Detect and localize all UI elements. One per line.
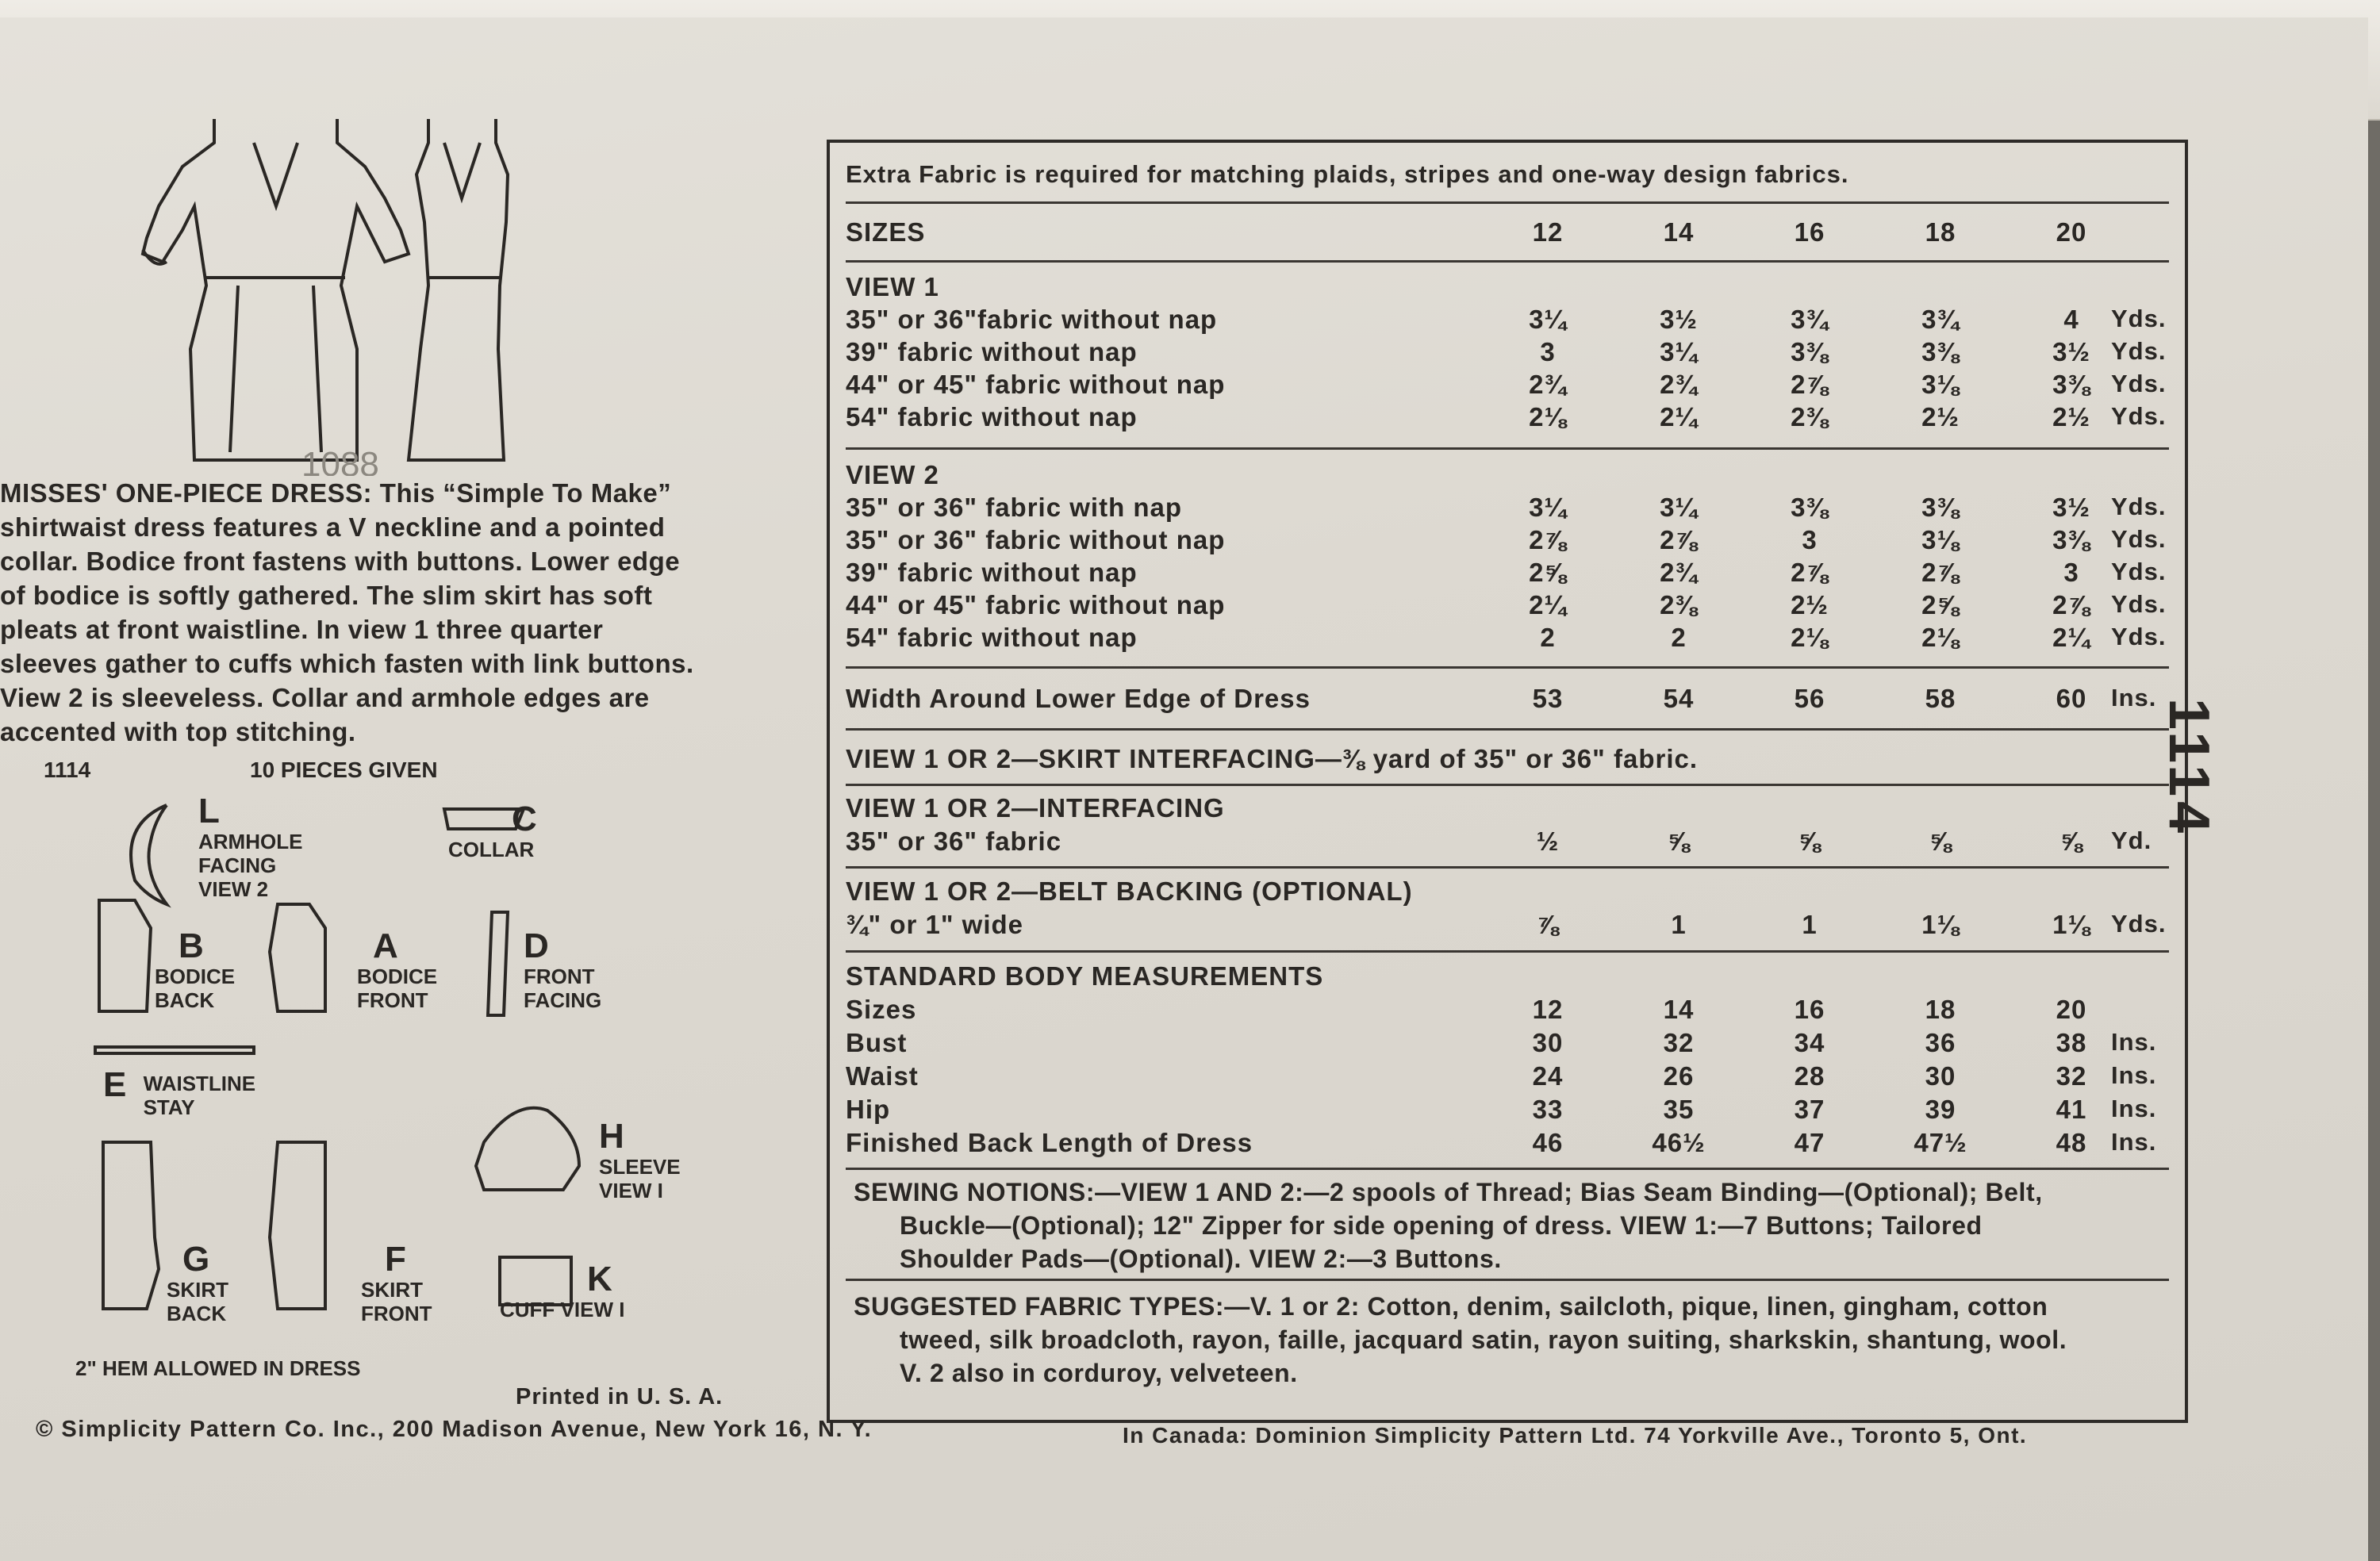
value-cell: ½: [1536, 827, 1560, 856]
piece-c: [448, 801, 537, 861]
piece-h: [599, 1118, 686, 1202]
value-cell: 18: [1925, 995, 1956, 1024]
value-cell: 3⅜: [2052, 525, 2090, 554]
row-label: 39" fabric without nap: [846, 558, 1138, 587]
unit-cell: Ins.: [2111, 1061, 2157, 1089]
value-cell: 2¾: [1529, 370, 1567, 399]
dress-view-2-icon: [409, 119, 508, 460]
value-cell: 3: [1802, 525, 1818, 554]
dress-view-1-icon: [143, 119, 409, 460]
value-cell: 3¾: [1791, 305, 1829, 334]
row-label: 44" or 45" fabric without nap: [846, 370, 1226, 399]
value-cell: 39: [1925, 1095, 1956, 1124]
value-cell: 3⅛: [1921, 525, 1960, 554]
piece-l: [198, 793, 317, 901]
value-cell: 32: [1663, 1028, 1695, 1057]
value-cell: 28: [1794, 1061, 1825, 1091]
size-cell: 18: [1925, 217, 1956, 247]
value-cell: 3: [2063, 558, 2079, 587]
row-label: Waist: [846, 1061, 919, 1091]
value-cell: 3⅛: [1921, 370, 1960, 399]
description-line: accented with top stitching.: [0, 717, 356, 746]
sizes-label: SIZES: [846, 217, 926, 247]
row-label: Width Around Lower Edge of Dress: [846, 684, 1311, 713]
armhole-facing-icon: [131, 805, 167, 904]
row-label: 35" or 36" fabric: [846, 827, 1062, 856]
value-cell: ⅝: [1929, 827, 1952, 856]
view1-row: [846, 370, 2169, 400]
piece-name: SLEEVE VIEW I: [599, 1155, 681, 1202]
value-cell: 37: [1794, 1095, 1825, 1124]
body-row: [846, 1128, 2169, 1158]
value-cell: 2¼: [2052, 623, 2090, 652]
width-row: [846, 684, 2169, 714]
value-cell: 46: [1532, 1128, 1564, 1157]
value-cell: 2⅝: [1529, 558, 1567, 587]
value-cell: 30: [1925, 1061, 1956, 1091]
hem-note: 2" HEM ALLOWED IN DRESS: [75, 1356, 361, 1380]
piece-letter: A: [373, 926, 398, 965]
view2-row: [846, 623, 2169, 653]
description-line: shirtwaist dress features a V neckline and a pointed: [0, 512, 666, 542]
piece-name: CUFF VIEW I: [500, 1298, 625, 1321]
sleeve-icon: [476, 1108, 579, 1190]
size-cell: 12: [1532, 217, 1564, 247]
value-cell: 2: [1671, 623, 1687, 652]
fabrics-line: tweed, silk broadcloth, rayon, faille, jacquard satin, rayon suiting, sharkskin, shantung, wool.: [900, 1325, 2067, 1354]
description-line: sleeves gather to cuffs which fasten with link buttons.: [0, 649, 694, 678]
piece-name: WAISTLINE STAY: [143, 1072, 256, 1119]
value-cell: 2½: [2052, 402, 2090, 431]
value-cell: 48: [2056, 1128, 2087, 1157]
body-row: [846, 1095, 2169, 1125]
row-label: 44" or 45" fabric without nap: [846, 590, 1226, 619]
unit-cell: Ins.: [2111, 1095, 2157, 1122]
pieces-pattern-number: 1114: [44, 757, 91, 782]
notions-line: Buckle—(Optional); 12" Zipper for side opening of dress. VIEW 1:—7 Buttons; Tailored: [900, 1211, 1983, 1240]
description-line: pleats at front waistline. In view 1 three quarter: [0, 615, 604, 644]
value-cell: 20: [2056, 995, 2087, 1024]
value-cell: ⅝: [1798, 827, 1821, 856]
row-label: Finished Back Length of Dress: [846, 1128, 1253, 1157]
piece-letter: K: [587, 1260, 612, 1298]
piece-name: SKIRT FRONT: [361, 1278, 432, 1325]
value-cell: 3⅜: [1791, 337, 1829, 366]
copyright-footer: © Simplicity Pattern Co. Inc., 200 Madison Avenue, New York 16, N. Y.: [36, 1417, 873, 1442]
value-cell: 34: [1794, 1028, 1825, 1057]
unit-cell: Yds.: [2111, 525, 2167, 553]
value-cell: 41: [2056, 1095, 2087, 1124]
piece-letter: C: [512, 800, 537, 838]
value-cell: 16: [1794, 995, 1825, 1024]
unit-cell: Yds.: [2111, 493, 2167, 520]
piece-name: SKIRT BACK: [167, 1278, 228, 1325]
value-cell: 30: [1532, 1028, 1564, 1057]
view1-title: VIEW 1: [846, 272, 939, 301]
value-cell: ⅞: [1536, 910, 1560, 939]
piece-letter: G: [182, 1240, 210, 1279]
value-cell: 3¼: [1529, 493, 1567, 522]
value-cell: 3½: [2052, 493, 2090, 522]
side-pattern-number: 1114: [2157, 698, 2221, 838]
value-cell: 2⅞: [1529, 525, 1567, 554]
piece-letter: F: [385, 1240, 406, 1279]
view1-row: [846, 337, 2169, 367]
body-row: [846, 995, 2169, 1025]
value-cell: 3¾: [1921, 305, 1960, 334]
row-label: 35" or 36"fabric without nap: [846, 305, 1218, 334]
view2-row: [846, 558, 2169, 588]
row-label: Bust: [846, 1028, 908, 1057]
piece-e: [103, 1067, 263, 1119]
piece-k: [500, 1261, 624, 1321]
fabrics-line: V. 2 also in corduroy, velveteen.: [900, 1359, 1298, 1387]
value-cell: 1: [1671, 910, 1687, 939]
value-cell: ⅝: [2059, 827, 2083, 856]
value-cell: 3: [1540, 337, 1556, 366]
piece-letter: L: [198, 792, 220, 830]
bodice-front-icon: [270, 904, 325, 1011]
piece-name: BODICE BACK: [155, 965, 236, 1012]
value-cell: 2⅞: [2052, 590, 2090, 619]
value-cell: 53: [1532, 684, 1564, 713]
value-cell: 47: [1794, 1128, 1825, 1157]
row-label: Hip: [846, 1095, 891, 1124]
value-cell: 2⅜: [1660, 590, 1698, 619]
piece-name: COLLAR: [448, 838, 535, 861]
value-cell: ⅝: [1667, 827, 1691, 856]
size-cell: 20: [2056, 217, 2087, 247]
description-line: collar. Bodice front fastens with buttons. Lower edge: [0, 547, 681, 576]
value-cell: 24: [1532, 1061, 1564, 1091]
value-cell: 3¼: [1660, 493, 1698, 522]
row-label: 35" or 36" fabric without nap: [846, 525, 1226, 554]
value-cell: 2⅞: [1791, 370, 1829, 399]
unit-cell: Yds.: [2111, 910, 2167, 938]
unit-cell: Yds.: [2111, 370, 2167, 397]
interfacing-title: VIEW 1 OR 2—INTERFACING: [846, 793, 1225, 823]
fabrics-line: SUGGESTED FABRIC TYPES:—V. 1 or 2: Cotton, denim, sailcloth, pique, linen, gingham, cotton: [854, 1292, 2048, 1321]
dress-illustrations: [119, 111, 532, 476]
interfacing-row: [846, 827, 2169, 857]
sewing-notions: [854, 1176, 2161, 1275]
piece-letter: E: [103, 1065, 127, 1104]
value-cell: 47½: [1914, 1128, 1967, 1157]
row-label: 39" fabric without nap: [846, 337, 1138, 366]
value-cell: 2½: [1791, 590, 1829, 619]
piece-name: ARMHOLE FACING VIEW 2: [198, 830, 303, 901]
suggested-fabrics: [854, 1290, 2161, 1390]
piece-letter: D: [524, 926, 549, 965]
dress-description: [0, 476, 722, 749]
value-cell: 38: [2056, 1028, 2087, 1057]
view2-row: [846, 493, 2169, 523]
value-cell: 36: [1925, 1028, 1956, 1057]
stamp-number: 1088: [301, 445, 379, 476]
unit-cell: Ins.: [2111, 1128, 2157, 1156]
value-cell: 58: [1925, 684, 1956, 713]
piece-b: [155, 928, 242, 1012]
sizes-row: [846, 217, 2169, 247]
row-label: 35" or 36" fabric with nap: [846, 493, 1183, 522]
notions-line: Shoulder Pads—(Optional). VIEW 2:—3 Buttons.: [900, 1245, 1502, 1273]
value-cell: 14: [1663, 995, 1695, 1024]
pieces-given: 10 PIECES GIVEN: [250, 757, 438, 782]
value-cell: 2⅞: [1921, 558, 1960, 587]
value-cell: 1⅛: [1921, 910, 1960, 939]
row-label: Sizes: [846, 995, 917, 1024]
printed-note: Printed in U. S. A.: [516, 1384, 724, 1410]
piece-f: [361, 1241, 448, 1325]
value-cell: 2⅝: [1921, 590, 1960, 619]
value-cell: 2⅜: [1791, 402, 1829, 431]
skirt-interfacing: VIEW 1 OR 2—SKIRT INTERFACING—⅜ yard of 35" or 36" fabric.: [846, 744, 1699, 773]
view1-row: [846, 305, 2169, 335]
value-cell: 2⅛: [1921, 623, 1960, 652]
value-cell: 54: [1663, 684, 1695, 713]
front-facing-icon: [488, 912, 508, 1015]
value-cell: 33: [1532, 1095, 1564, 1124]
value-cell: 2¼: [1529, 590, 1567, 619]
piece-letter: B: [178, 926, 204, 965]
unit-cell: Yd.: [2111, 827, 2152, 854]
value-cell: 2: [1540, 623, 1556, 652]
value-cell: 2¼: [1660, 402, 1698, 431]
value-cell: 3⅜: [1791, 493, 1829, 522]
value-cell: 2¾: [1660, 370, 1698, 399]
piece-a: [357, 928, 444, 1012]
unit-cell: Yds.: [2111, 623, 2167, 650]
row-label: 54" fabric without nap: [846, 402, 1138, 431]
belt-title: VIEW 1 OR 2—BELT BACKING (OPTIONAL): [846, 876, 1413, 906]
waistline-stay-icon: [95, 1047, 254, 1053]
row-label: ¾" or 1" wide: [846, 910, 1024, 939]
size-cell: 14: [1663, 217, 1695, 247]
value-cell: 46½: [1652, 1128, 1706, 1157]
value-cell: 3⅜: [1921, 493, 1960, 522]
value-cell: 2¾: [1660, 558, 1698, 587]
piece-d: [524, 928, 611, 1012]
value-cell: 26: [1663, 1061, 1695, 1091]
unit-cell: Yds.: [2111, 590, 2167, 618]
piece-letter: H: [599, 1117, 624, 1156]
unit-cell: Yds.: [2111, 402, 2167, 430]
value-cell: 3½: [2052, 337, 2090, 366]
value-cell: 3¼: [1529, 305, 1567, 334]
value-cell: 12: [1532, 995, 1564, 1024]
unit-cell: Yds.: [2111, 337, 2167, 365]
view2-row: [846, 525, 2169, 555]
unit-cell: Yds.: [2111, 305, 2167, 332]
piece-g: [167, 1241, 246, 1325]
value-cell: 35: [1663, 1095, 1695, 1124]
piece-name: BODICE FRONT: [357, 965, 438, 1012]
size-cell: 16: [1794, 217, 1825, 247]
description-line: View 2 is sleeveless. Collar and armhole edges are: [0, 683, 650, 712]
unit-cell: Ins.: [2111, 1028, 2157, 1056]
unit-cell: Yds.: [2111, 558, 2167, 585]
piece-name: FRONT FACING: [524, 965, 602, 1012]
body-row: [846, 1061, 2169, 1091]
view2-title: VIEW 2: [846, 460, 939, 489]
value-cell: 2⅞: [1791, 558, 1829, 587]
value-cell: 2½: [1921, 402, 1960, 431]
unit-cell: Ins.: [2111, 684, 2157, 711]
value-cell: 3⅜: [1921, 337, 1960, 366]
description-heading: MISSES' ONE-PIECE DRESS:: [0, 478, 373, 508]
body-row: [846, 1028, 2169, 1058]
value-cell: 3½: [1660, 305, 1698, 334]
body-title: STANDARD BODY MEASUREMENTS: [846, 961, 1324, 991]
value-cell: 2⅞: [1660, 525, 1698, 554]
notions-line: SEWING NOTIONS:—VIEW 1 AND 2:—2 spools of Thread; Bias Seam Binding—(Optional); Belt,: [854, 1178, 2043, 1206]
view1-row: [846, 402, 2169, 432]
skirt-back-icon: [103, 1142, 159, 1309]
belt-row: [846, 910, 2169, 940]
value-cell: 56: [1794, 684, 1825, 713]
description-line: This “Simple To Make”: [379, 478, 672, 508]
view2-row: [846, 590, 2169, 620]
value-cell: 4: [2063, 305, 2079, 334]
value-cell: 60: [2056, 684, 2087, 713]
row-label: 54" fabric without nap: [846, 623, 1138, 652]
skirt-front-icon: [270, 1142, 325, 1309]
value-cell: 2⅛: [1791, 623, 1829, 652]
bodice-back-icon: [99, 900, 151, 1011]
value-cell: 3¼: [1660, 337, 1698, 366]
value-cell: 1: [1802, 910, 1818, 939]
value-cell: 2⅛: [1529, 402, 1567, 431]
value-cell: 3⅜: [2052, 370, 2090, 399]
extra-fabric-note: Extra Fabric is required for matching plaids, stripes and one-way design fabrics.: [846, 160, 1849, 188]
yardage-table: [827, 140, 2188, 1423]
value-cell: 32: [2056, 1061, 2087, 1091]
description-line: of bodice is softly gathered. The slim skirt has soft: [0, 581, 653, 610]
value-cell: 1⅛: [2052, 910, 2090, 939]
canada-footer: In Canada: Dominion Simplicity Pattern Ltd. 74 Yorkville Ave., Toronto 5, Ont.: [1123, 1423, 2028, 1448]
